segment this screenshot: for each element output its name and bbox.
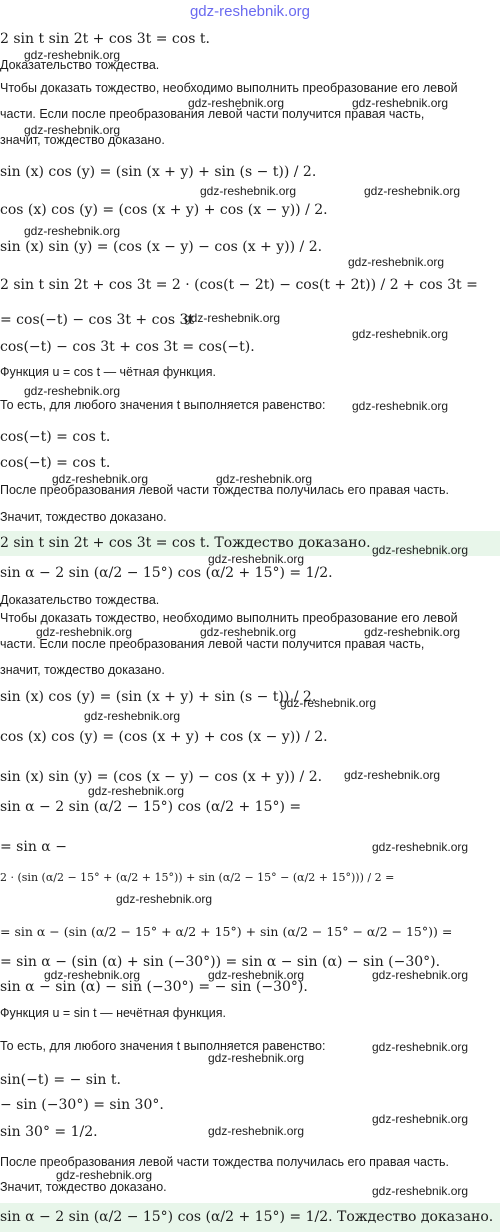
watermark: gdz-reshebnik.org <box>200 625 297 639</box>
part2-intro-line: значит, тождество доказано. <box>0 663 165 677</box>
part2-proof-heading: Доказательство тождества. <box>0 593 160 607</box>
conclusion: Значит, тождество доказано. <box>0 510 167 524</box>
watermark: gdz-reshebnik.org <box>372 1040 469 1054</box>
watermark: gdz-reshebnik.org <box>88 784 185 798</box>
after-transform-note: После преобразования левой части тождества получилась его правая часть. <box>0 483 449 497</box>
watermark: gdz-reshebnik.org <box>280 696 377 710</box>
transform-step: 2 sin t sin 2t + cos 3t = 2 · (cos(t − 2t) − cos(t + 2t)) / 2 + cos 3t = <box>0 277 478 293</box>
for-any-value: То есть, для любого значения t выполняется равенство: <box>0 1039 326 1053</box>
watermark: gdz-reshebnik.org <box>344 768 441 782</box>
identity-equation: cos(−t) = cos t. <box>0 455 111 471</box>
site-watermark[interactable]: gdz-reshebnik.org <box>189 3 311 20</box>
transform-step: 2 · (sin (α/2 − 15° + (α/2 + 15°)) + sin (α/2 − 15° − (α/2 + 15°))) / 2 = <box>0 871 395 884</box>
transform-step: = sin α − (sin (α) + sin (−30°)) = sin α − sin (α) − sin (−30°). <box>0 954 441 970</box>
watermark: gdz-reshebnik.org <box>24 48 121 62</box>
transform-step: sin α − sin (α) − sin (−30°) = − sin (−30°). <box>0 979 308 995</box>
transform-step: cos(−t) − cos 3t + cos 3t = cos(−t). <box>0 339 255 355</box>
watermark: gdz-reshebnik.org <box>364 625 461 639</box>
formula-sin-cos: sin (x) cos (y) = (sin (x + y) + sin (s − t)) / 2. <box>0 164 317 180</box>
watermark: gdz-reshebnik.org <box>24 123 121 137</box>
watermark: gdz-reshebnik.org <box>184 311 281 325</box>
watermark: gdz-reshebnik.org <box>372 840 469 854</box>
formula-cos-cos: cos (x) cos (y) = (cos (x + y) + cos (x − y)) / 2. <box>0 202 328 218</box>
part2-intro-line: Чтобы доказать тождество, необходимо выполнить преобразование его левой <box>0 611 458 625</box>
watermark: gdz-reshebnik.org <box>208 1051 305 1065</box>
watermark: gdz-reshebnik.org <box>84 709 181 723</box>
transform-step: = sin α − (sin (α/2 − 15° + α/2 + 15°) + sin (α/2 − 15° − α/2 − 15°)) = <box>0 924 453 939</box>
formula-sin-cos: sin (x) cos (y) = (sin (x + y) + sin (s − t)) / 2. <box>0 689 317 705</box>
for-any-value: То есть, для любого значения t выполняется равенство: <box>0 398 326 412</box>
part1-statement: 2 sin t sin 2t + cos 3t = cos t. <box>0 31 210 47</box>
transform-step: = cos(−t) − cos 3t + cos 3t <box>0 312 195 328</box>
watermark: gdz-reshebnik.org <box>352 327 449 341</box>
identity-equation: sin 30° = 1/2. <box>0 1124 98 1140</box>
watermark: gdz-reshebnik.org <box>200 184 297 198</box>
part1-result: 2 sin t sin 2t + cos 3t = cos t. Тождество доказано. <box>0 535 371 551</box>
watermark: gdz-reshebnik.org <box>56 1168 153 1182</box>
watermark: gdz-reshebnik.org <box>208 968 305 982</box>
watermark: gdz-reshebnik.org <box>188 96 285 110</box>
watermark: gdz-reshebnik.org <box>24 384 121 398</box>
parity-note: Функция u = cos t — чётная функция. <box>0 365 216 379</box>
after-transform-note: После преобразования левой части тождества получилась его правая часть. <box>0 1155 449 1169</box>
part2-statement: sin α − 2 sin (α/2 − 15°) cos (α/2 + 15°) = 1/2. <box>0 565 333 581</box>
conclusion: Значит, тождество доказано. <box>0 1180 167 1194</box>
part1-intro-line: части. Если после преобразования левой части получится правая часть, <box>0 107 425 121</box>
part1-proof-heading: Доказательство тождества. <box>0 58 160 72</box>
part1-intro-line: Чтобы доказать тождество, необходимо выполнить преобразование его левой <box>0 81 458 95</box>
part2-result: sin α − 2 sin (α/2 − 15°) cos (α/2 + 15°) = 1/2. Тождество доказано. <box>0 1209 494 1225</box>
formula-cos-cos: cos (x) cos (y) = (cos (x + y) + cos (x − y)) / 2. <box>0 729 328 745</box>
watermark: gdz-reshebnik.org <box>216 472 313 486</box>
watermark: gdz-reshebnik.org <box>348 255 445 269</box>
parity-note: Функция u = sin t — нечётная функция. <box>0 1006 226 1020</box>
formula-sin-sin: sin (x) sin (y) = (cos (x − y) − cos (x + y)) / 2. <box>0 239 323 255</box>
watermark: gdz-reshebnik.org <box>352 96 449 110</box>
formula-sin-sin: sin (x) sin (y) = (cos (x − y) − cos (x + y)) / 2. <box>0 769 323 785</box>
watermark: gdz-reshebnik.org <box>24 224 121 238</box>
identity-equation: sin(−t) = − sin t. <box>0 1072 121 1088</box>
identity-equation: cos(−t) = cos t. <box>0 429 111 445</box>
part1-intro-line: значит, тождество доказано. <box>0 133 165 147</box>
identity-equation: − sin (−30°) = sin 30°. <box>0 1097 164 1113</box>
watermark: gdz-reshebnik.org <box>208 552 305 566</box>
watermark: gdz-reshebnik.org <box>116 892 213 906</box>
watermark: gdz-reshebnik.org <box>208 1124 305 1138</box>
part2-intro-line: части. Если после преобразования левой части получится правая часть, <box>0 637 425 651</box>
watermark: gdz-reshebnik.org <box>372 543 469 557</box>
watermark: gdz-reshebnik.org <box>352 399 449 413</box>
transform-step: sin α − 2 sin (α/2 − 15°) cos (α/2 + 15°) = <box>0 799 302 815</box>
watermark: gdz-reshebnik.org <box>36 625 133 639</box>
watermark: gdz-reshebnik.org <box>372 968 469 982</box>
watermark: gdz-reshebnik.org <box>372 1112 469 1126</box>
watermark: gdz-reshebnik.org <box>372 1184 469 1198</box>
watermark: gdz-reshebnik.org <box>364 184 461 198</box>
watermark: gdz-reshebnik.org <box>44 968 141 982</box>
watermark: gdz-reshebnik.org <box>52 472 149 486</box>
transform-step: = sin α − <box>0 839 67 855</box>
